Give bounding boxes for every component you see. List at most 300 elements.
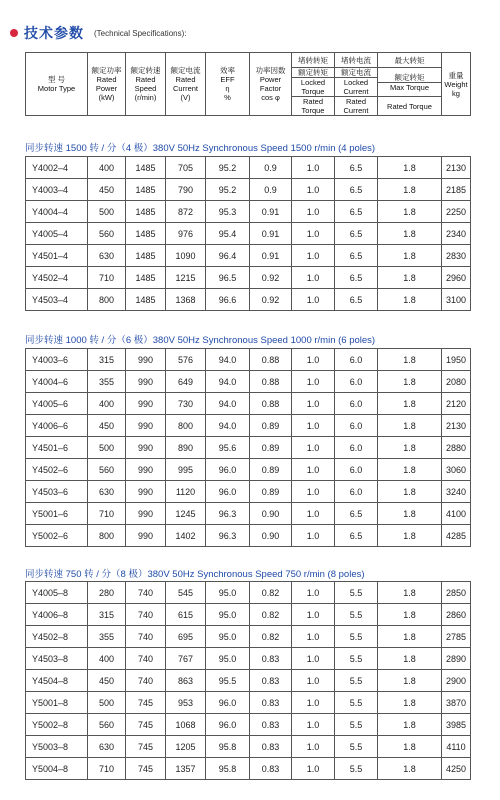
- table-cell: 0.82: [250, 604, 292, 626]
- table-cell: 0.91: [250, 223, 292, 245]
- table-cell: 95.0: [206, 626, 250, 648]
- table-row: [26, 714, 471, 736]
- table-cell: 630: [88, 481, 126, 503]
- table-cell: 2850: [442, 582, 471, 604]
- col-header-label: Rated: [135, 75, 156, 84]
- table-cell: 710: [88, 267, 126, 289]
- table-cell: Y5003–8: [26, 736, 88, 758]
- col-header-label: 额定转矩: [298, 68, 328, 77]
- table-cell: Y4004–6: [26, 371, 88, 393]
- table-cell: 95.2: [206, 179, 250, 201]
- col-header-label: Factor: [259, 84, 282, 93]
- table-cell: 1.8: [378, 393, 442, 415]
- table-cell: 2880: [442, 437, 471, 459]
- table-cell: 95.6: [206, 437, 250, 459]
- table-cell: 1.8: [378, 714, 442, 736]
- table-row: [26, 223, 471, 245]
- table-cell: 0.92: [250, 289, 292, 311]
- page-subtitle: (Technical Specifications):: [94, 28, 187, 38]
- col-header-label: Speed: [134, 84, 157, 93]
- table-row: [26, 371, 471, 393]
- table-cell: 1.0: [292, 582, 335, 604]
- table-cell: 890: [166, 437, 206, 459]
- table-cell: 800: [166, 415, 206, 437]
- col-header-power: [88, 53, 126, 116]
- col-header-label: 额定转速: [130, 66, 161, 75]
- table-cell: 6.5: [335, 223, 378, 245]
- table-cell: 1.8: [378, 371, 442, 393]
- table-cell: 1.8: [378, 525, 442, 547]
- table-cell: 0.89: [250, 415, 292, 437]
- table-row: [26, 758, 471, 780]
- table-cell: 990: [126, 459, 166, 481]
- table-cell: 545: [166, 582, 206, 604]
- table-cell: 1.0: [292, 692, 335, 714]
- table-cell: 95.0: [206, 582, 250, 604]
- table-row: [26, 415, 471, 437]
- table-cell: 745: [126, 758, 166, 780]
- table-cell: 96.0: [206, 692, 250, 714]
- col-header-label: Locked Torque: [292, 77, 334, 96]
- table-cell: 6.5: [335, 267, 378, 289]
- table-cell: 5.5: [335, 604, 378, 626]
- table-cell: 800: [88, 525, 126, 547]
- table-cell: 0.90: [250, 525, 292, 547]
- table-cell: 1.0: [292, 415, 335, 437]
- table-cell: Y4502–8: [26, 626, 88, 648]
- table-cell: Y4003–6: [26, 349, 88, 371]
- table-row: [26, 245, 471, 267]
- table-cell: 1.0: [292, 267, 335, 289]
- col-header-current: [166, 53, 206, 116]
- table-cell: 1245: [166, 503, 206, 525]
- table-cell: 400: [88, 393, 126, 415]
- table-cell: 6.5: [335, 157, 378, 179]
- table-cell: 630: [88, 245, 126, 267]
- table-cell: 94.0: [206, 415, 250, 437]
- col-header-locked-current-ratio: [335, 68, 378, 97]
- col-header-label: 额定电流: [170, 66, 201, 75]
- table-cell: 6.5: [335, 245, 378, 267]
- table-row: [26, 626, 471, 648]
- table-cell: 1.0: [292, 604, 335, 626]
- page-title: 技术参数: [24, 25, 84, 41]
- table-cell: 790: [166, 179, 206, 201]
- table-cell: 1485: [126, 223, 166, 245]
- table-cell: 95.3: [206, 201, 250, 223]
- table-row: [26, 289, 471, 311]
- table-cell: 740: [126, 670, 166, 692]
- table-cell: 990: [126, 437, 166, 459]
- table-cell: 1.8: [378, 604, 442, 626]
- table-row: [26, 503, 471, 525]
- col-header-label: %: [224, 93, 231, 102]
- table-cell: 1.8: [378, 349, 442, 371]
- table-cell: 3240: [442, 481, 471, 503]
- table-cell: 0.89: [250, 437, 292, 459]
- table-cell: 705: [166, 157, 206, 179]
- table-cell: Y4501–4: [26, 245, 88, 267]
- table-cell: 96.6: [206, 289, 250, 311]
- table-cell: 560: [88, 223, 126, 245]
- table-cell: 1485: [126, 157, 166, 179]
- table-cell: 863: [166, 670, 206, 692]
- col-header-label: Motor Type: [37, 84, 76, 93]
- table-cell: 5.5: [335, 714, 378, 736]
- col-header-locked-current: 堵转电流: [335, 53, 378, 68]
- table-cell: 450: [88, 179, 126, 201]
- table-cell: 1.8: [378, 157, 442, 179]
- table-row: [26, 201, 471, 223]
- table-cell: 96.4: [206, 245, 250, 267]
- table-cell: 1368: [166, 289, 206, 311]
- table-cell: 1068: [166, 714, 206, 736]
- section-heading-6-poles: 同步转速 1000 转 / 分（6 极）380V 50Hz Synchronous Speed 1000 r/min (6 poles): [25, 335, 376, 346]
- table-cell: 630: [88, 736, 126, 758]
- table-cell: 745: [126, 736, 166, 758]
- table-cell: 5.5: [335, 670, 378, 692]
- table-cell: 0.9: [250, 157, 292, 179]
- table-cell: 990: [126, 503, 166, 525]
- table-cell: Y4501–6: [26, 437, 88, 459]
- table-cell: 6.5: [335, 289, 378, 311]
- table-cell: 0.83: [250, 670, 292, 692]
- table-cell: 5.5: [335, 758, 378, 780]
- table-cell: 5.5: [335, 648, 378, 670]
- col-header-label: (V): [180, 93, 191, 102]
- col-header-label: (kW): [98, 93, 115, 102]
- table-cell: 990: [126, 415, 166, 437]
- table-cell: Y4005–6: [26, 393, 88, 415]
- col-header-max-torque-ratio: [378, 68, 442, 97]
- table-cell: 2130: [442, 415, 471, 437]
- table-row: [26, 525, 471, 547]
- table-cell: 1.0: [292, 736, 335, 758]
- table-cell: Y4004–4: [26, 201, 88, 223]
- table-cell: 745: [126, 692, 166, 714]
- table-cell: 95.0: [206, 604, 250, 626]
- spec-table-8-poles: [25, 581, 471, 780]
- col-header-label: Rated: [175, 75, 196, 84]
- table-cell: Y4503–4: [26, 289, 88, 311]
- table-row: [26, 604, 471, 626]
- table-cell: 1.8: [378, 648, 442, 670]
- table-cell: 1.8: [378, 179, 442, 201]
- table-cell: 1.0: [292, 179, 335, 201]
- table-cell: 355: [88, 626, 126, 648]
- table-cell: Y4502–6: [26, 459, 88, 481]
- table-cell: 6.0: [335, 437, 378, 459]
- col-header-locked-torque: 堵转转矩: [292, 53, 335, 68]
- table-cell: Y4002–4: [26, 157, 88, 179]
- table-cell: 1120: [166, 481, 206, 503]
- table-cell: 1.0: [292, 371, 335, 393]
- table-cell: 560: [88, 714, 126, 736]
- table-cell: 2860: [442, 604, 471, 626]
- table-row: [26, 582, 471, 604]
- table-cell: 1.0: [292, 648, 335, 670]
- table-cell: 94.0: [206, 371, 250, 393]
- table-cell: 6.0: [335, 415, 378, 437]
- table-cell: 6.5: [335, 201, 378, 223]
- table-cell: 800: [88, 289, 126, 311]
- table-cell: 1.0: [292, 157, 335, 179]
- table-row: [26, 349, 471, 371]
- table-cell: 1215: [166, 267, 206, 289]
- col-header-label: 额定电流: [341, 68, 371, 77]
- col-header-label: Locked Current: [335, 77, 377, 96]
- table-cell: 1.8: [378, 503, 442, 525]
- table-cell: 1090: [166, 245, 206, 267]
- table-cell: 740: [126, 626, 166, 648]
- table-cell: 1.8: [378, 481, 442, 503]
- col-header-label: Rated: [96, 75, 117, 84]
- col-header-power-factor: [250, 53, 292, 116]
- table-cell: 1.0: [292, 289, 335, 311]
- table-row: [26, 393, 471, 415]
- table-cell: 95.5: [206, 670, 250, 692]
- table-cell: 2340: [442, 223, 471, 245]
- table-cell: 1.8: [378, 289, 442, 311]
- table-cell: 1357: [166, 758, 206, 780]
- table-cell: 576: [166, 349, 206, 371]
- table-cell: 0.9: [250, 179, 292, 201]
- table-cell: 96.3: [206, 525, 250, 547]
- spec-table-4-poles: [25, 156, 471, 311]
- table-cell: 500: [88, 437, 126, 459]
- table-cell: Y5002–8: [26, 714, 88, 736]
- table-cell: 1.0: [292, 525, 335, 547]
- table-cell: 976: [166, 223, 206, 245]
- table-cell: 4110: [442, 736, 471, 758]
- table-cell: 1.0: [292, 349, 335, 371]
- table-cell: 0.83: [250, 692, 292, 714]
- table-cell: 95.0: [206, 648, 250, 670]
- table-cell: 4250: [442, 758, 471, 780]
- table-cell: 0.91: [250, 201, 292, 223]
- section-heading-8-poles: 同步转速 750 转 / 分（8 极）380V 50Hz Synchronous Speed 750 r/min (8 poles): [25, 569, 365, 580]
- table-cell: 1.0: [292, 459, 335, 481]
- table-cell: 990: [126, 481, 166, 503]
- table-cell: 2830: [442, 245, 471, 267]
- table-cell: Y5002–6: [26, 525, 88, 547]
- table-cell: 710: [88, 503, 126, 525]
- table-cell: 1485: [126, 201, 166, 223]
- table-row: [26, 736, 471, 758]
- table-cell: 2130: [442, 157, 471, 179]
- table-cell: 280: [88, 582, 126, 604]
- bullet-icon: [10, 29, 18, 37]
- table-cell: Y4504–8: [26, 670, 88, 692]
- table-cell: 710: [88, 758, 126, 780]
- table-cell: 400: [88, 157, 126, 179]
- table-cell: Y5001–6: [26, 503, 88, 525]
- col-header-label: η: [225, 84, 230, 93]
- table-cell: 649: [166, 371, 206, 393]
- col-header-speed: [126, 53, 166, 116]
- table-cell: Y4003–4: [26, 179, 88, 201]
- table-cell: 695: [166, 626, 206, 648]
- table-cell: 1205: [166, 736, 206, 758]
- table-cell: 1485: [126, 179, 166, 201]
- table-cell: 0.88: [250, 371, 292, 393]
- col-header-label: kg: [452, 88, 460, 98]
- table-cell: 96.3: [206, 503, 250, 525]
- table-row: [26, 459, 471, 481]
- table-cell: Y4005–8: [26, 582, 88, 604]
- table-cell: 3985: [442, 714, 471, 736]
- table-cell: 1485: [126, 267, 166, 289]
- table-cell: 6.0: [335, 459, 378, 481]
- table-cell: 2185: [442, 179, 471, 201]
- table-cell: 0.83: [250, 758, 292, 780]
- table-cell: 95.8: [206, 758, 250, 780]
- table-cell: 0.82: [250, 626, 292, 648]
- col-header-rated-current: Rated Current: [335, 97, 378, 116]
- table-cell: 0.90: [250, 503, 292, 525]
- table-cell: Y4503–8: [26, 648, 88, 670]
- col-header-label: Weight: [444, 79, 468, 89]
- table-cell: 995: [166, 459, 206, 481]
- table-cell: 953: [166, 692, 206, 714]
- page-title-row: [10, 24, 186, 42]
- table-row: [26, 481, 471, 503]
- table-row: [26, 179, 471, 201]
- col-header-label: Power: [259, 75, 282, 84]
- table-cell: 95.8: [206, 736, 250, 758]
- col-header-model: [26, 53, 88, 116]
- table-cell: 3060: [442, 459, 471, 481]
- table-cell: 3870: [442, 692, 471, 714]
- col-header-label: Current: [172, 84, 198, 93]
- table-cell: 740: [126, 648, 166, 670]
- table-cell: 740: [126, 604, 166, 626]
- table-cell: 0.89: [250, 459, 292, 481]
- table-cell: 990: [126, 349, 166, 371]
- table-row: [26, 437, 471, 459]
- table-cell: 5.5: [335, 736, 378, 758]
- table-cell: 1.0: [292, 481, 335, 503]
- table-cell: 95.4: [206, 223, 250, 245]
- table-row: [26, 157, 471, 179]
- col-header-label: 型 号: [47, 75, 66, 84]
- table-row: [26, 267, 471, 289]
- table-cell: 5.5: [335, 582, 378, 604]
- table-cell: 2120: [442, 393, 471, 415]
- table-cell: 6.0: [335, 393, 378, 415]
- table-cell: 1.8: [378, 245, 442, 267]
- table-cell: 1950: [442, 349, 471, 371]
- spec-table-6-poles: [25, 348, 471, 547]
- table-cell: 450: [88, 670, 126, 692]
- table-cell: 1.0: [292, 437, 335, 459]
- col-header-label: (r/min): [134, 93, 157, 102]
- table-cell: 730: [166, 393, 206, 415]
- col-header-rated-torque: Rated Torque: [292, 97, 335, 116]
- table-cell: 1.8: [378, 626, 442, 648]
- table-row: [26, 692, 471, 714]
- table-cell: 96.0: [206, 714, 250, 736]
- table-row: [26, 670, 471, 692]
- table-cell: 1.8: [378, 736, 442, 758]
- table-cell: 0.91: [250, 245, 292, 267]
- table-cell: 400: [88, 648, 126, 670]
- col-header-locked-torque-ratio: [292, 68, 335, 97]
- table-cell: 1402: [166, 525, 206, 547]
- col-header-label: cos φ: [261, 93, 280, 102]
- table-cell: 0.82: [250, 582, 292, 604]
- table-cell: 1.0: [292, 393, 335, 415]
- table-cell: 96.5: [206, 267, 250, 289]
- table-cell: 745: [126, 714, 166, 736]
- table-cell: Y4006–6: [26, 415, 88, 437]
- table-cell: 95.2: [206, 157, 250, 179]
- table-cell: 500: [88, 201, 126, 223]
- table-cell: 1.0: [292, 626, 335, 648]
- table-cell: 5.5: [335, 626, 378, 648]
- spec-header-table: [25, 52, 471, 116]
- col-header-eff: [206, 53, 250, 116]
- table-cell: 990: [126, 371, 166, 393]
- table-cell: 0.83: [250, 736, 292, 758]
- table-cell: 1.8: [378, 670, 442, 692]
- table-cell: Y4005–4: [26, 223, 88, 245]
- table-cell: 0.83: [250, 648, 292, 670]
- table-cell: 2080: [442, 371, 471, 393]
- table-cell: 6.5: [335, 525, 378, 547]
- table-cell: 1.8: [378, 582, 442, 604]
- table-cell: Y5001–8: [26, 692, 88, 714]
- table-cell: 1.8: [378, 201, 442, 223]
- table-cell: 560: [88, 459, 126, 481]
- section-heading-4-poles: 同步转速 1500 转 / 分（4 极）380V 50Hz Synchronous Speed 1500 r/min (4 poles): [25, 143, 376, 154]
- table-cell: 6.0: [335, 481, 378, 503]
- table-cell: 0.83: [250, 714, 292, 736]
- table-cell: 6.5: [335, 503, 378, 525]
- table-cell: 1.0: [292, 223, 335, 245]
- table-cell: 1.0: [292, 714, 335, 736]
- table-cell: Y4502–4: [26, 267, 88, 289]
- table-cell: 3100: [442, 289, 471, 311]
- table-cell: 1.8: [378, 437, 442, 459]
- table-cell: 1.8: [378, 758, 442, 780]
- table-cell: 4100: [442, 503, 471, 525]
- table-cell: 2890: [442, 648, 471, 670]
- col-header-label: 重量: [448, 70, 464, 80]
- table-cell: 6.0: [335, 371, 378, 393]
- table-cell: 1.0: [292, 201, 335, 223]
- col-header-label: Power: [95, 84, 118, 93]
- table-cell: 990: [126, 525, 166, 547]
- table-cell: Y5004–8: [26, 758, 88, 780]
- table-cell: 2250: [442, 201, 471, 223]
- table-cell: 5.5: [335, 692, 378, 714]
- col-header-label: 效率: [220, 66, 235, 75]
- table-cell: 740: [126, 582, 166, 604]
- table-cell: 96.0: [206, 459, 250, 481]
- table-cell: 4285: [442, 525, 471, 547]
- table-cell: 0.92: [250, 267, 292, 289]
- table-cell: 94.0: [206, 349, 250, 371]
- col-header-label: 额定转矩: [394, 72, 425, 82]
- col-header-label: 额定功率: [91, 66, 122, 75]
- table-cell: 0.89: [250, 481, 292, 503]
- table-cell: 500: [88, 692, 126, 714]
- table-cell: 1.0: [292, 758, 335, 780]
- table-cell: 6.5: [335, 179, 378, 201]
- table-cell: 355: [88, 371, 126, 393]
- table-cell: 1.8: [378, 415, 442, 437]
